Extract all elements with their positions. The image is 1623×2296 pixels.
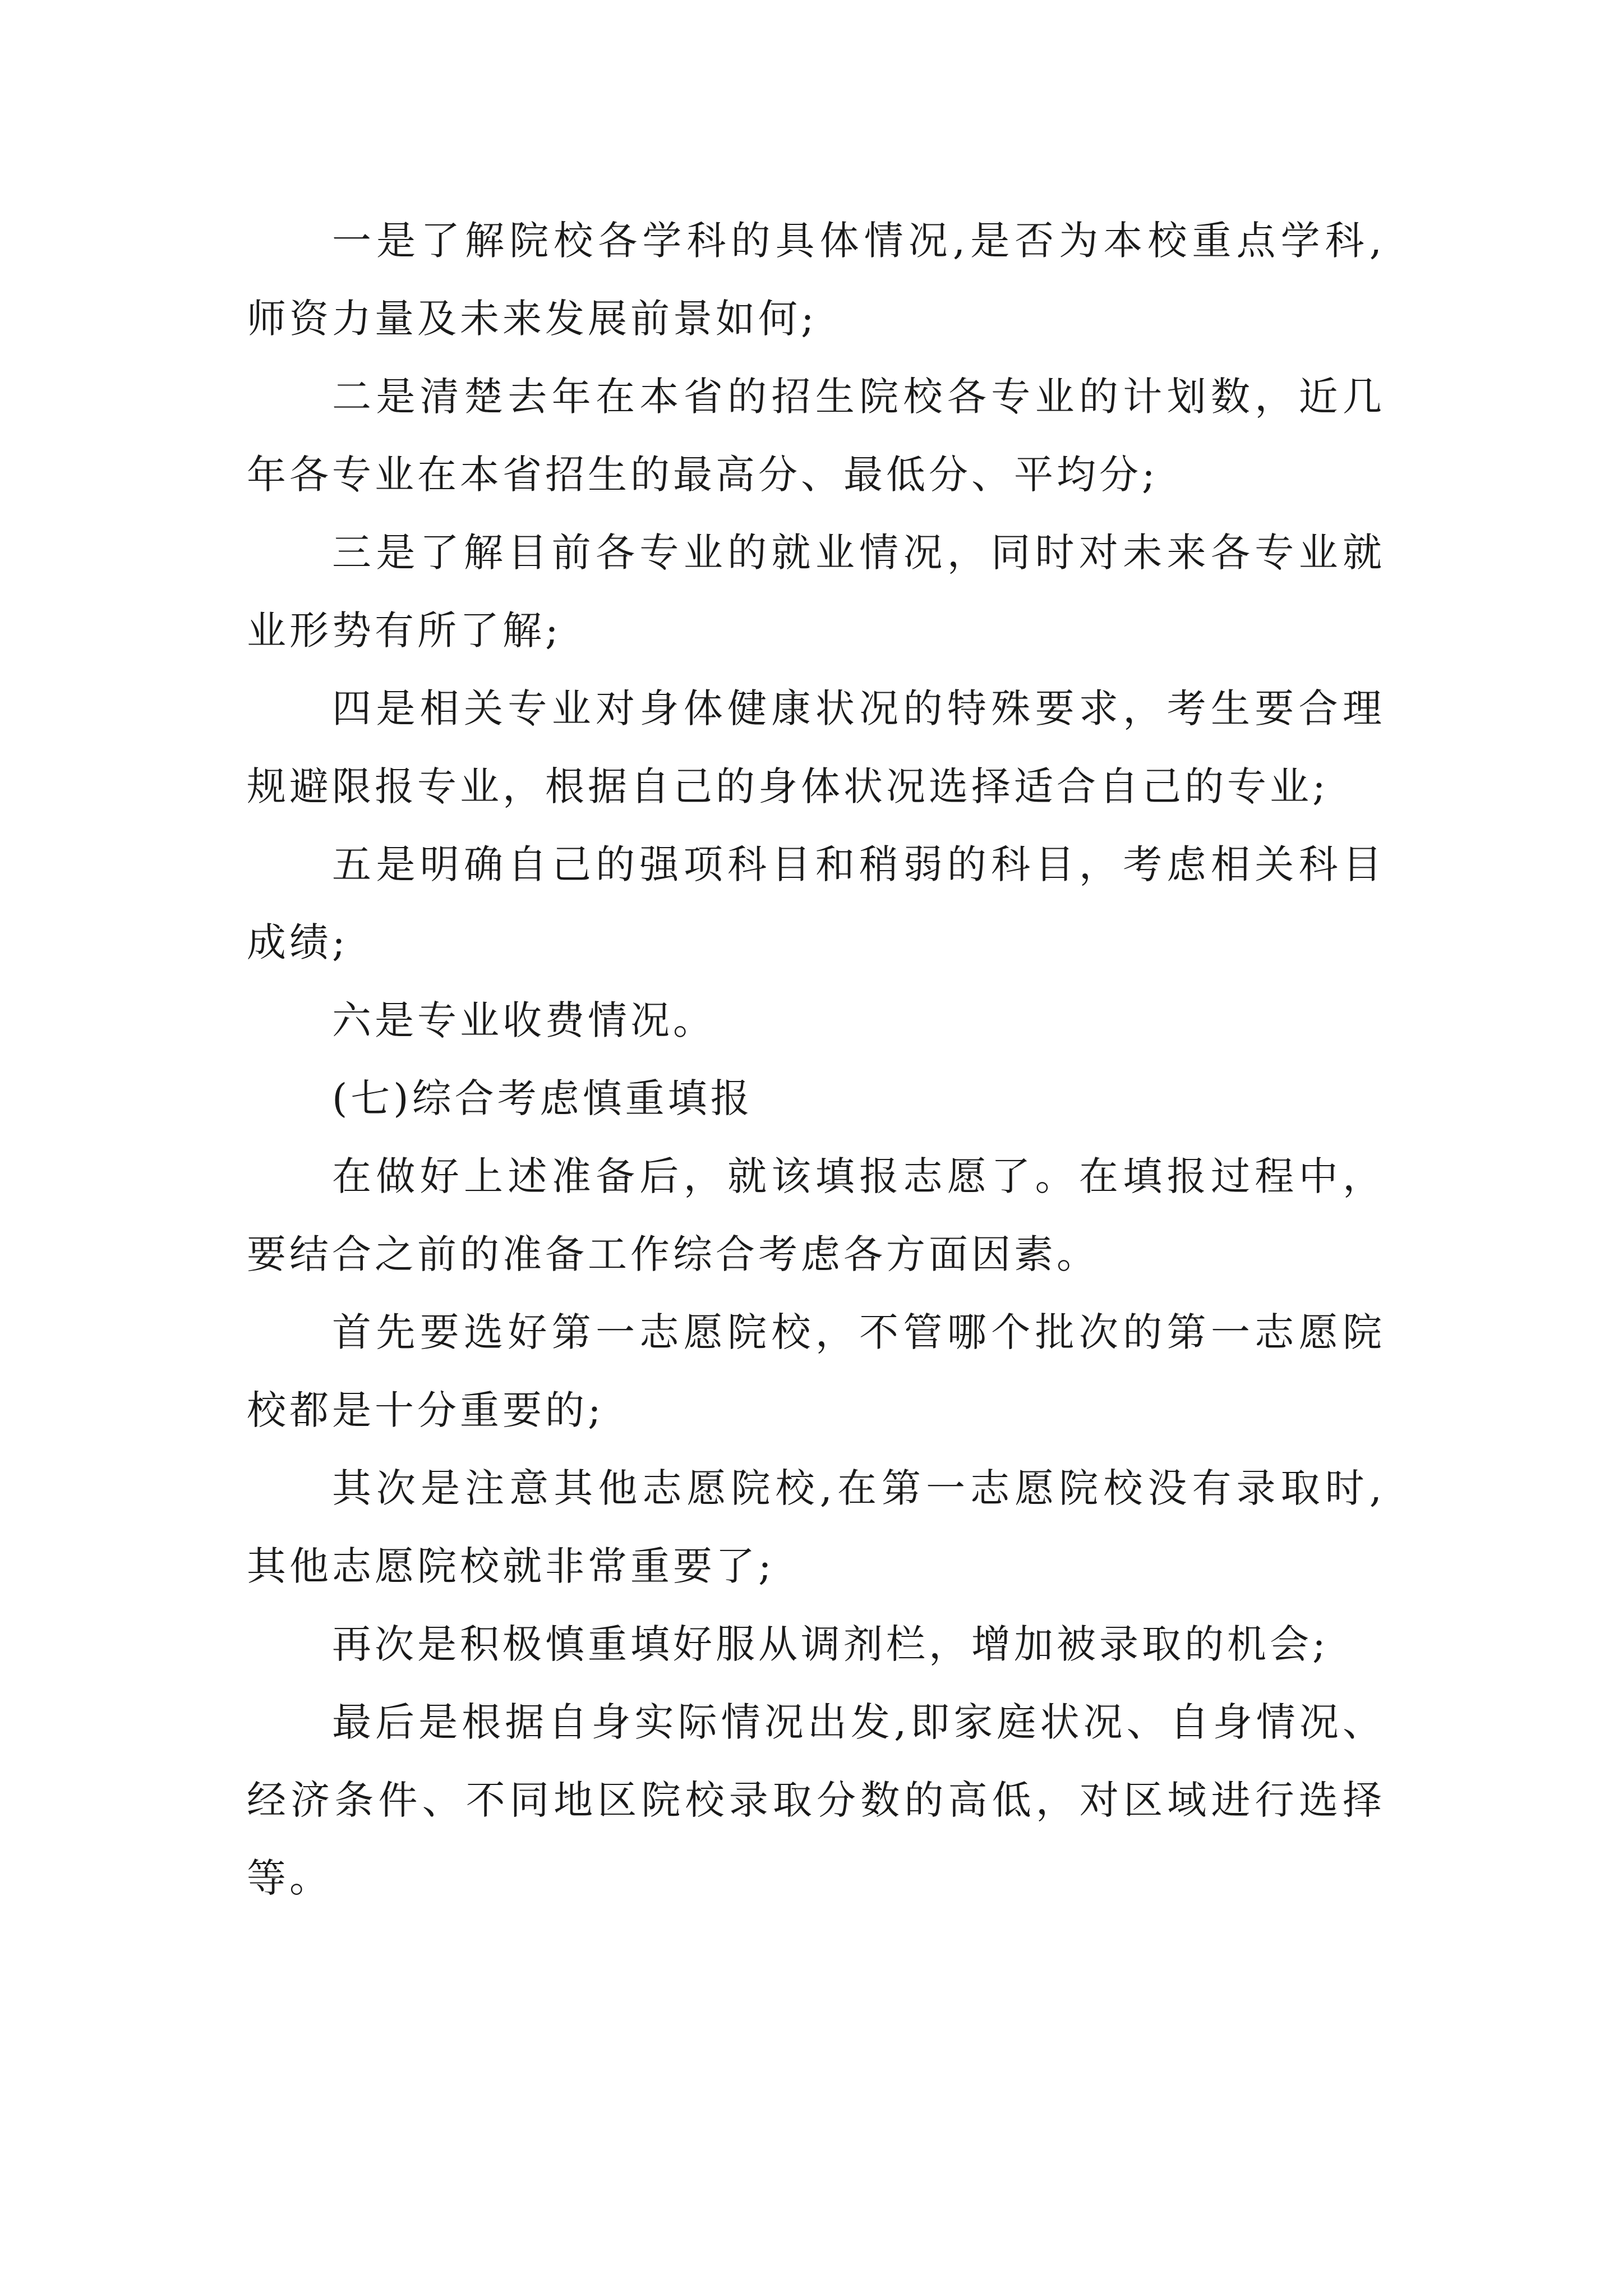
paragraph-fees: 六是专业收费情况。 xyxy=(332,997,716,1043)
paragraph-employment: 三是了解目前各专业的就业情况，同时对未来各专业就业形势有所了解; xyxy=(247,530,1385,654)
paragraph-first-choice: 首先要选好第一志愿院校，不管哪个批次的第一志愿院校都是十分重要的; xyxy=(247,1309,1385,1433)
document-body xyxy=(247,202,1385,1917)
paragraph-final-considerations: 最后是根据自身实际情况出发,即家庭状况、自身情况、经济条件、不同地区院校录取分数的高低，对区域进行选择等。 xyxy=(247,1699,1385,1901)
paragraph-enrollment-plan: 二是清楚去年在本省的招生院校各专业的计划数，近几年各专业在本省招生的最高分、最低分、平均分; xyxy=(247,374,1385,498)
paragraph-strong-subjects: 五是明确自己的强项科目和稍弱的科目，考虑相关科目成绩; xyxy=(247,841,1385,965)
paragraph-filling-process: 在做好上述准备后，就该填报志愿了。在填报过程中，要结合之前的准备工作综合考虑各方面因素。 xyxy=(247,1153,1385,1277)
paragraph-adjustment: 再次是积极慎重填好服从调剂栏，增加被录取的机会; xyxy=(332,1621,1329,1667)
section-heading: (七)综合考虑慎重填报 xyxy=(332,1075,753,1121)
paragraph-health-requirements: 四是相关专业对身体健康状况的特殊要求，考生要合理规避限报专业，根据自己的身体状况选择适合自己的专业; xyxy=(247,685,1385,809)
paragraph-subject-info: 一是了解院校各学科的具体情况,是否为本校重点学科,师资力量及未来发展前景如何; xyxy=(247,218,1385,342)
paragraph-other-choices: 其次是注意其他志愿院校,在第一志愿院校没有录取时,其他志愿院校就非常重要了; xyxy=(247,1465,1385,1589)
